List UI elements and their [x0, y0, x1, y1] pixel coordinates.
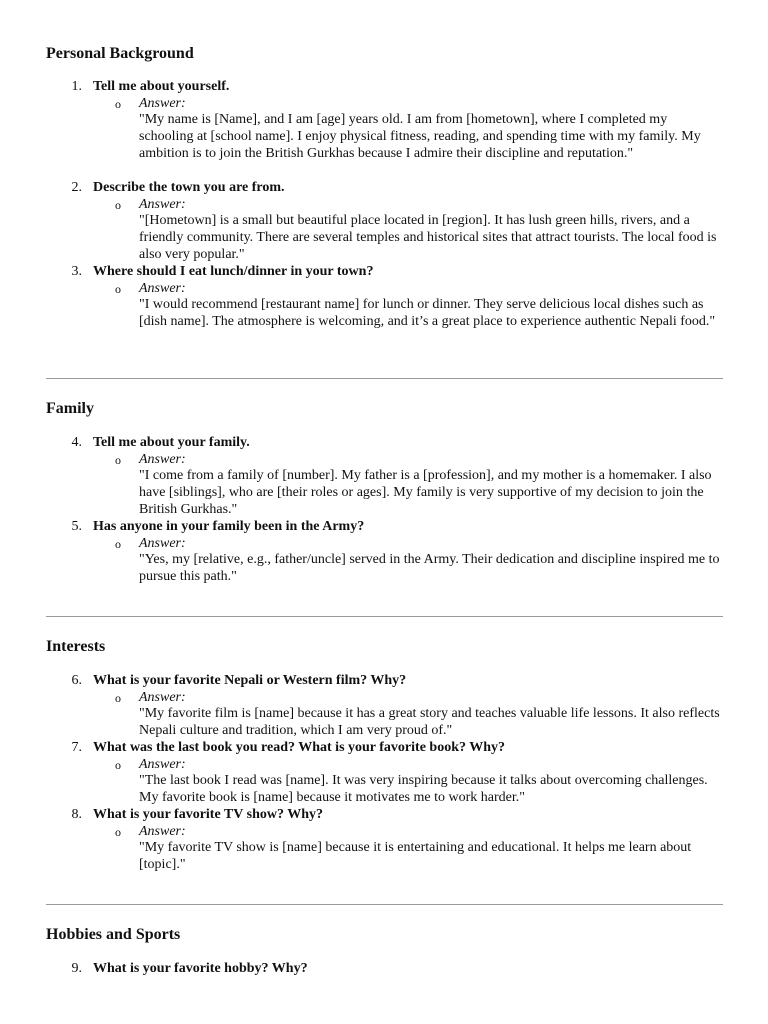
question-number: 9.	[71, 961, 82, 976]
answer-text: "I come from a family of [number]. My father is a [profession], and my mother is a homemaker. I also have [siblings], who are [their roles or ages]. My family is very supportive of my decision to join the British Gurkhas."	[139, 468, 712, 517]
bullet-icon: o	[115, 690, 121, 705]
answer-label: Answer:	[139, 280, 186, 296]
bullet-icon: o	[115, 452, 121, 467]
question-number: 3.	[71, 264, 82, 279]
question-text: What is your favorite Nepali or Western film? Why?	[93, 673, 407, 688]
bullet-icon: o	[115, 197, 121, 212]
question-text: Where should I eat lunch/dinner in your town?	[93, 264, 374, 279]
bullet-icon: o	[115, 824, 121, 839]
answer-text: "The last book I read was [name]. It was very inspiring because it talks about overcoming challenges. My favorite book is [name] because it motivates me to work harder."	[139, 773, 708, 806]
answer-label: Answer:	[139, 535, 186, 551]
answer-text: "My favorite TV show is [name] because it is entertaining and educational. It helps me learn about [topic]."	[139, 840, 692, 873]
question-number: 2.	[71, 180, 82, 195]
bullet-icon: o	[115, 281, 121, 296]
answer-text: "I would recommend [restaurant name] for lunch or dinner. They serve delicious local dishes such as [dish name]. The atmosphere is welcoming, and it’s a great place to experience authentic Nepali food."	[139, 297, 716, 330]
answer-label: Answer:	[139, 196, 186, 212]
answer-label: Answer:	[139, 756, 186, 772]
section-title-family: Family	[46, 400, 94, 417]
question-number: 8.	[71, 807, 82, 822]
section-title-personal-background: Personal Background	[46, 45, 194, 62]
answer-text: "My favorite film is [name] because it has a great story and teaches valuable life lessons. It also reflects Nepali culture and tradition, which I am very proud of."	[139, 706, 720, 739]
answer-text: "[Hometown] is a small but beautiful place located in [region]. It has lush green hills, rivers, and a friendly community. There are several temples and historical sites that attract tourists. The local food is also very popular."	[139, 213, 717, 262]
answer-label: Answer:	[139, 689, 186, 705]
answer-text: "Yes, my [relative, e.g., father/uncle] served in the Army. Their dedication and discipline inspired me to pursue this path."	[139, 552, 720, 585]
question-text: Has anyone in your family been in the Army?	[93, 519, 365, 534]
bullet-icon: o	[115, 96, 121, 111]
question-text: Tell me about yourself.	[93, 79, 230, 94]
question-text: What was the last book you read? What is your favorite book? Why?	[93, 740, 506, 755]
question-number: 7.	[71, 740, 82, 755]
answer-label: Answer:	[139, 95, 186, 111]
section-divider	[46, 904, 723, 905]
question-number: 1.	[71, 79, 82, 94]
question-text: Describe the town you are from.	[93, 180, 285, 195]
question-text: What is your favorite TV show? Why?	[93, 807, 323, 822]
question-text: What is your favorite hobby? Why?	[93, 961, 308, 976]
question-number: 6.	[71, 673, 82, 688]
section-divider	[46, 378, 723, 379]
section-title-interests: Interests	[46, 638, 106, 655]
question-number: 4.	[71, 435, 82, 450]
question-number: 5.	[71, 519, 82, 534]
section-title-hobbies-and-sports: Hobbies and Sports	[46, 926, 181, 943]
bullet-icon: o	[115, 757, 121, 772]
question-text: Tell me about your family.	[93, 435, 250, 450]
answer-text: "My name is [Name], and I am [age] years old. I am from [hometown], where I completed my schooling at [school name]. I enjoy physical fitness, reading, and spending time with my family. My ambition is to join the British Gurkhas because I admire their discipline and reputation."	[139, 112, 701, 161]
bullet-icon: o	[115, 536, 121, 551]
answer-label: Answer:	[139, 451, 186, 467]
answer-label: Answer:	[139, 823, 186, 839]
section-divider	[46, 616, 723, 617]
